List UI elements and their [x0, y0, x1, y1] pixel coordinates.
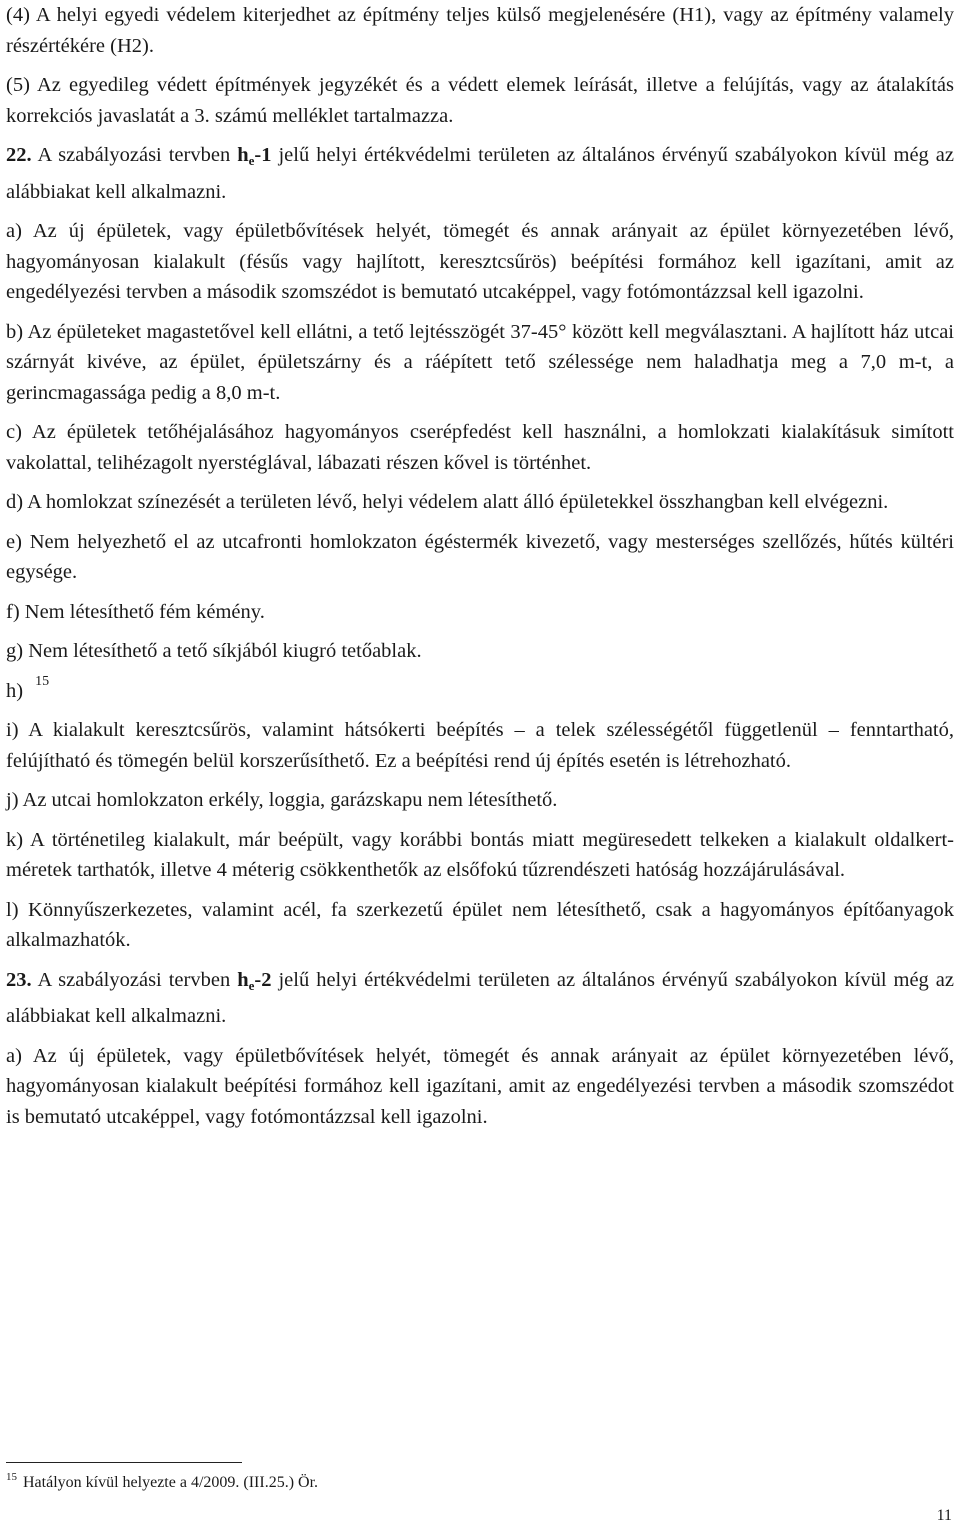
section-22-item-k: k) A történetileg kialakult, már beépült, vagy korábbi bontás miatt megüresedett telkeken a kialakult oldalkert-méretek tarthatók, illetve 4 méterig csökkenthetők az elsőfokú tűzrendészeti hatóság hozzájárulásával. — [6, 828, 954, 881]
document-body — [6, 0, 954, 1132]
section-22-item-h — [6, 673, 954, 707]
zone-code-he1 — [237, 144, 271, 166]
zone-code-suffix: -1 — [254, 144, 272, 166]
zone-code-sub: e — [248, 153, 255, 168]
section-22-item-a: a) Az új épületek, vagy épületbővítések helyét, tömegét és annak arányait az épület környezetében lévő, hagyományosan kialakult (fésűs vagy hajlított, keresztcsűrös) beépítési formához kell igazítani, amit az engedélyezési tervben a második szomszédot is bemutató utcaképpel, vagy fotómontázzsal kell igazolni. — [6, 220, 954, 303]
section-22-item-e: e) Nem helyezhető el az utcafronti homlokzaton égéstermék kivezető, vagy mesterséges szellőzés, hűtés kültéri egysége. — [6, 530, 954, 583]
section-22-item-c: c) Az épületek tetőhéjalásához hagyományos cserépfedést kell használni, a homlokzati kialakításuk simított vakolattal, telihézagolt nyerstéglával, lábazati részen kővel is történhet. — [6, 421, 954, 474]
section-22-item-d: d) A homlokzat színezését a területen lévő, helyi védelem alatt álló épületekkel összhangban kell elvégezni. — [6, 491, 889, 513]
item-h-label: h) — [6, 679, 24, 702]
footnote-text: Hatályon kívül helyezte a 4/2009. (III.25.) Ör. — [23, 1474, 319, 1491]
paragraph-5: (5) Az egyedileg védett építmények jegyzékét és a védett elemek leírását, illetve a felújítás, vagy az átalakítás korrekciós javaslatát a 3. számú melléklet tartalmazza. — [6, 74, 954, 127]
section-22-item-l: l) Könnyűszerkezetes, valamint acél, fa szerkezetű épület nem létesíthető, csak a hagyományos építőanyagok alkalmazhatók. — [6, 898, 954, 951]
section-22-lead: A szabályozási tervben — [31, 144, 238, 166]
section-23-tail: jelű helyi értékvédelmi területen az általános érvényű szabályokon kívül még az alábbiakat kell alkalmazni. — [6, 968, 954, 1027]
paragraph-4: (4) A helyi egyedi védelem kiterjedhet az építmény teljes külső megjelenésére (H1), vagy az építmény valamely részértékére (H2). — [6, 4, 954, 57]
zone-code-he2 — [237, 969, 271, 991]
section-22-item-i: i) A kialakult keresztcsűrös, valamint hátsókerti beépítés – a telek szélességétől függetlenül – fenntartható, felújítható és tömegén belül korszerűsíthető. Ez a beépítési rend új építés esetén is létrehozható. — [6, 719, 954, 772]
zone-code-main: h — [237, 144, 249, 166]
section-22-heading — [6, 140, 954, 207]
zone-code-suffix: -2 — [254, 968, 272, 991]
section-23-lead: A szabályozási tervben — [31, 968, 238, 991]
footnote-ref-15[interactable]: 15 — [35, 673, 50, 689]
section-22-tail: jelű helyi értékvédelmi területen az általános érvényű szabályokon kívül még az alábbiakat kell alkalmazni. — [6, 144, 954, 203]
section-22-number: 22. — [6, 144, 32, 166]
section-22-item-b: b) Az épületeket magastetővel kell ellátni, a tető lejtésszögét 37-45° között kell megválasztani. A hajlított ház utcai szárnyát kivéve, az épület, épületszárny és a ráépített tető szélessége nem haladhatja meg a 7,0 m-t, a gerincmagassága pedig a 8,0 m-t. — [6, 320, 954, 404]
section-22-item-f: f) Nem létesíthető fém kémény. — [6, 600, 265, 623]
zone-code-sub: e — [248, 977, 255, 993]
footnote-divider — [6, 1462, 242, 1463]
zone-code-main: h — [237, 968, 249, 991]
section-23-number: 23. — [6, 968, 32, 991]
footnote-number: 15 — [6, 1471, 17, 1483]
section-23-item-a: a) Az új épületek, vagy épületbővítések helyét, tömegét és annak arányait az épület környezetében lévő, hagyományosan kialakult beépítési formához kell igazítani, amit az engedélyezési tervben a második szomszédot is bemutató utcaképpel, vagy fotómontázzsal kell igazolni. — [6, 1044, 954, 1128]
footnote-15 — [6, 1472, 906, 1494]
section-22-item-g: g) Nem létesíthető a tető síkjából kiugró tetőablak. — [6, 640, 422, 662]
section-23-heading — [6, 965, 954, 1032]
page-number: 11 — [936, 1507, 952, 1524]
section-22-item-j: j) Az utcai homlokzaton erkély, loggia, garázskapu nem létesíthető. — [6, 789, 558, 811]
